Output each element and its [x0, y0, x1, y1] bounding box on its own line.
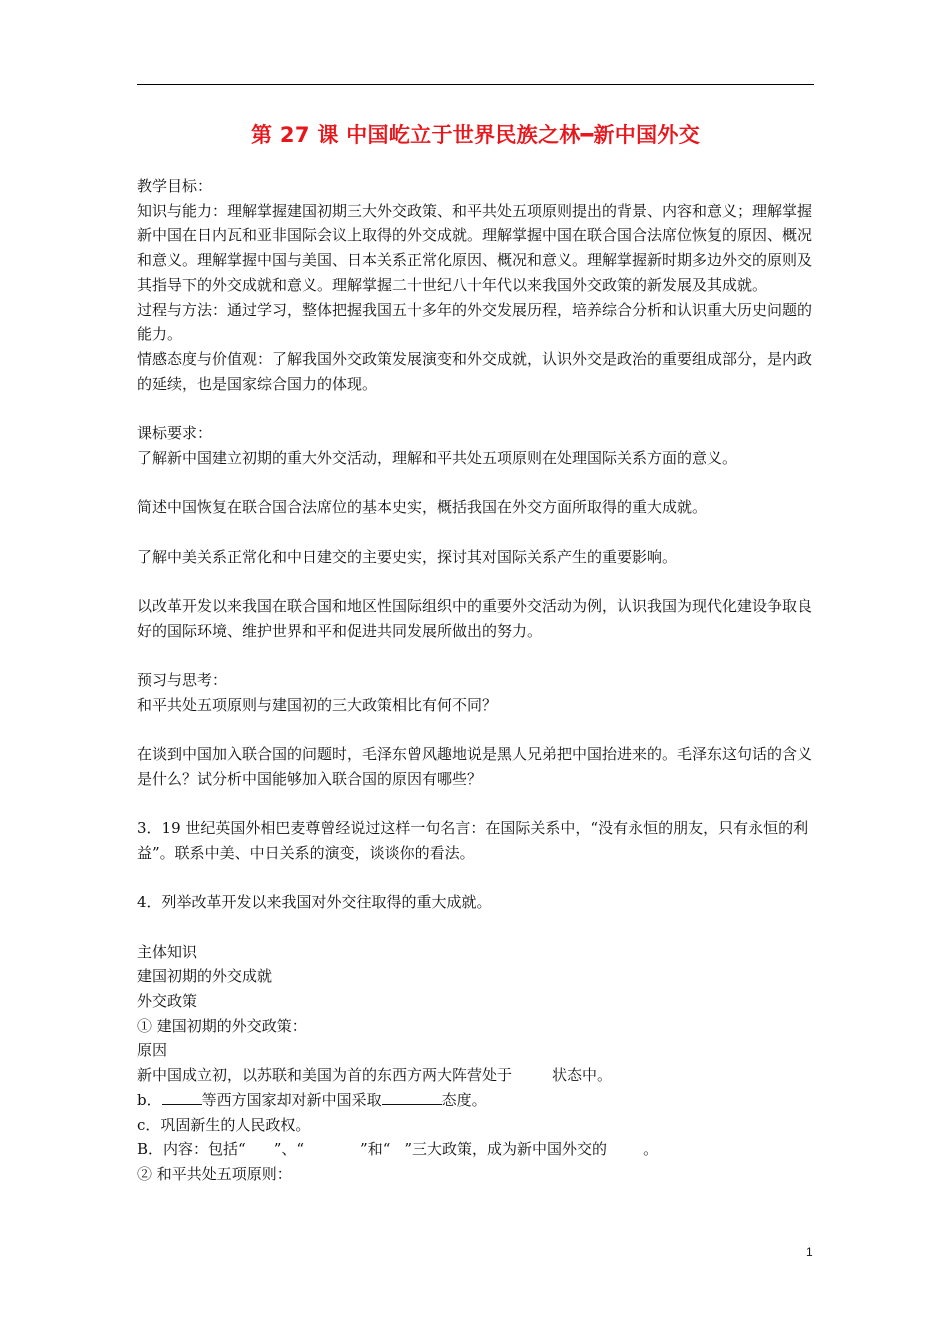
fill-line-content: B．内容：包括“ ”、“ ”和“ ”三大政策，成为新中国外交的 。 [137, 1140, 659, 1159]
objective-process: 过程与方法：通过学习，整体把握我国五十多年的外交发展历程，培养综合分析和认识重大历史问题的能力。 [137, 300, 813, 344]
standard-item: 了解中美关系正常化和中日建交的主要史实，探讨其对国际关系产生的重要影响。 [137, 547, 678, 566]
standard-item: 简述中国恢复在联合国合法席位的基本史实，概括我国在外交方面所取得的重大成就。 [137, 498, 708, 517]
answer-blank[interactable] [162, 1090, 202, 1105]
preview-question: 和平共处五项原则与建国初的三大政策相比有何不同？ [137, 695, 498, 714]
preview-question: 4．列举改革开发以来我国对外交往取得的重大成就。 [137, 893, 492, 912]
standard-item: 了解新中国建立初期的重大外交活动，理解和平共处五项原则在处理国际关系方面的意义。 [137, 448, 738, 467]
fill-line-c: c．巩固新生的人民政权。 [137, 1115, 311, 1134]
fill-line-b: b． 等西方国家却对新中国采取 态度。 [137, 1090, 487, 1109]
main-heading: 主体知识 [137, 942, 198, 961]
objective-knowledge: 知识与能力：理解掌握建国初期三大外交政策、和平共处五项原则提出的背景、内容和意义；理解掌握新中国在日内瓦和亚非国际会议上取得的外交成就。理解掌握中国在联合国合法席位恢复的原因、概况和意义。理解掌握中国与美国、日本关系正常化原因、概况和意义。理解掌握新时期多边外交的原则及其指导下的外交成就和意义。理解掌握二十世纪八十年代以来我国外交政策的新发展及其成就。 [137, 201, 813, 294]
objective-emotion: 情感态度与价值观：了解我国外交政策发展演变和外交成就，认识外交是政治的重要组成部分，是内政的延续，也是国家综合国力的体现。 [137, 349, 813, 393]
objectives-heading: 教学目标： [137, 177, 213, 195]
preview-heading: 预习与思考： [137, 670, 228, 689]
standard-item: 以改革开发以来我国在联合国和地区性国际组织中的重要外交活动为例，认识我国为现代化建设争取良好的国际环境、维护世界和平和促进共同发展所做出的努力。 [137, 596, 813, 640]
document-body [137, 174, 814, 1187]
preview-question: 3．19 世纪英国外相巴麦尊曾经说过这样一句名言：在国际关系中，“没有永恒的朋友，只有永恒的利益”。联系中美、中日关系的演变，谈谈你的看法。 [137, 819, 809, 862]
reason-label: 原因 [137, 1041, 168, 1060]
section-heading: 外交政策 [137, 992, 198, 1011]
header-rule [137, 84, 814, 85]
answer-blank[interactable] [382, 1090, 442, 1105]
page-number: 1 [806, 1245, 813, 1259]
preview-question: 在谈到中国加入联合国的问题时，毛泽东曾风趣地说是黑人兄弟把中国抬进来的。毛泽东这句话的含义是什么？试分析中国能够加入联合国的原因有哪些？ [137, 745, 813, 788]
standards-heading: 课标要求： [137, 424, 213, 443]
section-heading: ② 和平共处五项原则： [137, 1164, 292, 1183]
page-title: 第 27 课 中国屹立于世界民族之林━新中国外交 [251, 123, 700, 147]
section-heading: ① 建国初期的外交政策： [137, 1016, 307, 1035]
fill-line-a: 新中国成立初，以苏联和美国为首的东西方两大阵营处于 状态中。 [137, 1066, 613, 1085]
section-heading: 建国初期的外交成就 [137, 967, 273, 986]
